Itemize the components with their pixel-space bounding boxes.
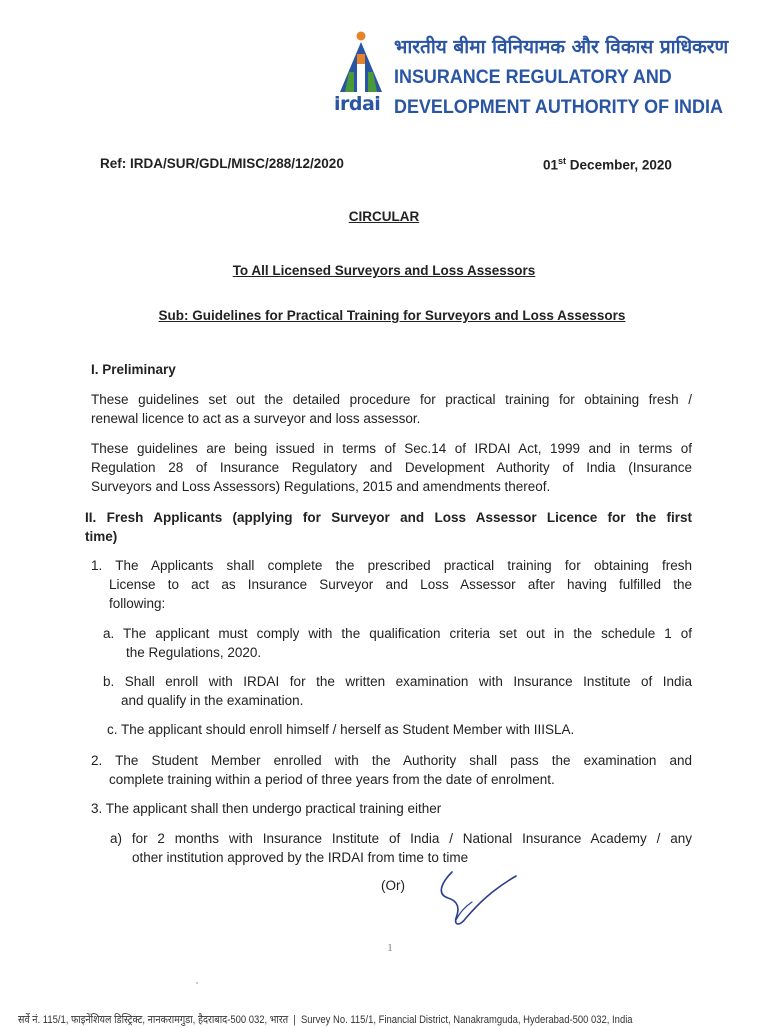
page-number: 1 bbox=[387, 942, 393, 954]
section-1-paragraph-1: These guidelines set out the detailed procedure for practical training for obtaining fresh / renewal licence to act as a surveyor and loss assessor. bbox=[91, 392, 692, 426]
circular-title: CIRCULAR bbox=[348, 209, 420, 224]
signature-scribble bbox=[430, 868, 522, 932]
list-item-1: 1. The Applicants shall complete the prescribed practical training for obtaining fresh License to act as Insurance Surveyor and Loss Assessor after having fulfilled the following: bbox=[91, 558, 692, 611]
section-1-heading: I. Preliminary bbox=[91, 362, 176, 377]
org-name-english-line1: INSURANCE REGULATORY AND bbox=[394, 66, 672, 88]
or-separator: (Or) bbox=[381, 878, 405, 893]
footer-separator: | bbox=[293, 1014, 296, 1026]
section-1-paragraph-2: These guidelines are being issued in terms of Sec.14 of IRDAI Act, 1999 and in terms of Regulation 28 of Insurance Regulatory and Development Authority of India (Insurance Surveyors and Loss Assessors) Regulations, 2015 and amendments thereof. bbox=[91, 441, 692, 494]
date-day: 01 bbox=[543, 157, 559, 173]
date-rest: December, 2020 bbox=[566, 157, 672, 173]
sub-item-c: c. The applicant should enroll himself / herself as Student Member with IIISLA. bbox=[107, 722, 575, 737]
addressee-line: To All Licensed Surveyors and Loss Assessors bbox=[232, 263, 536, 278]
footer-address-hindi: सर्वे नं. 115/1, फाइनेंशियल डिस्ट्रिक्ट, नानकरामगुडा, हैदराबाद-500 032, भारत bbox=[18, 1014, 289, 1026]
section-2-heading: II. Fresh Applicants (applying for Surveyor and Loss Assessor Licence for the first time) bbox=[85, 510, 692, 544]
logo-wordmark: irdai bbox=[334, 93, 381, 115]
logo-head-icon bbox=[357, 32, 366, 41]
list-item-3: 3. The applicant shall then undergo practical training either bbox=[91, 801, 442, 816]
circular-date bbox=[543, 156, 672, 173]
sub-item-b: b. Shall enroll with IRDAI for the written examination with Insurance Institute of India and qualify in the examination. bbox=[103, 674, 692, 708]
sub-item-a: a. The applicant must comply with the qualification criteria set out in the schedule 1 of the Regulations, 2020. bbox=[103, 626, 692, 660]
date-suffix: st bbox=[558, 156, 567, 166]
org-name-english-line2: DEVELOPMENT AUTHORITY OF INDIA bbox=[394, 96, 723, 118]
reference-number: Ref: IRDA/SUR/GDL/MISC/288/12/2020 bbox=[100, 156, 344, 171]
org-name-hindi: भारतीय बीमा विनियामक और विकास प्राधिकरण bbox=[394, 36, 729, 58]
list-item-2: 2. The Student Member enrolled with the Authority shall pass the examination and complete training within a period of three years from the date of enrolment. bbox=[91, 753, 692, 787]
sub-item-a-training: a) for 2 months with Insurance Institute of India / National Insurance Academy / any other institution approved by the IRDAI from time to time bbox=[110, 831, 692, 865]
subject-line: Sub: Guidelines for Practical Training for Surveyors and Loss Assessors bbox=[158, 308, 626, 323]
footer-address bbox=[18, 1012, 633, 1027]
footer-address-english: Survey No. 115/1, Financial District, Nanakramguda, Hyderabad-500 032, India bbox=[300, 1014, 633, 1026]
